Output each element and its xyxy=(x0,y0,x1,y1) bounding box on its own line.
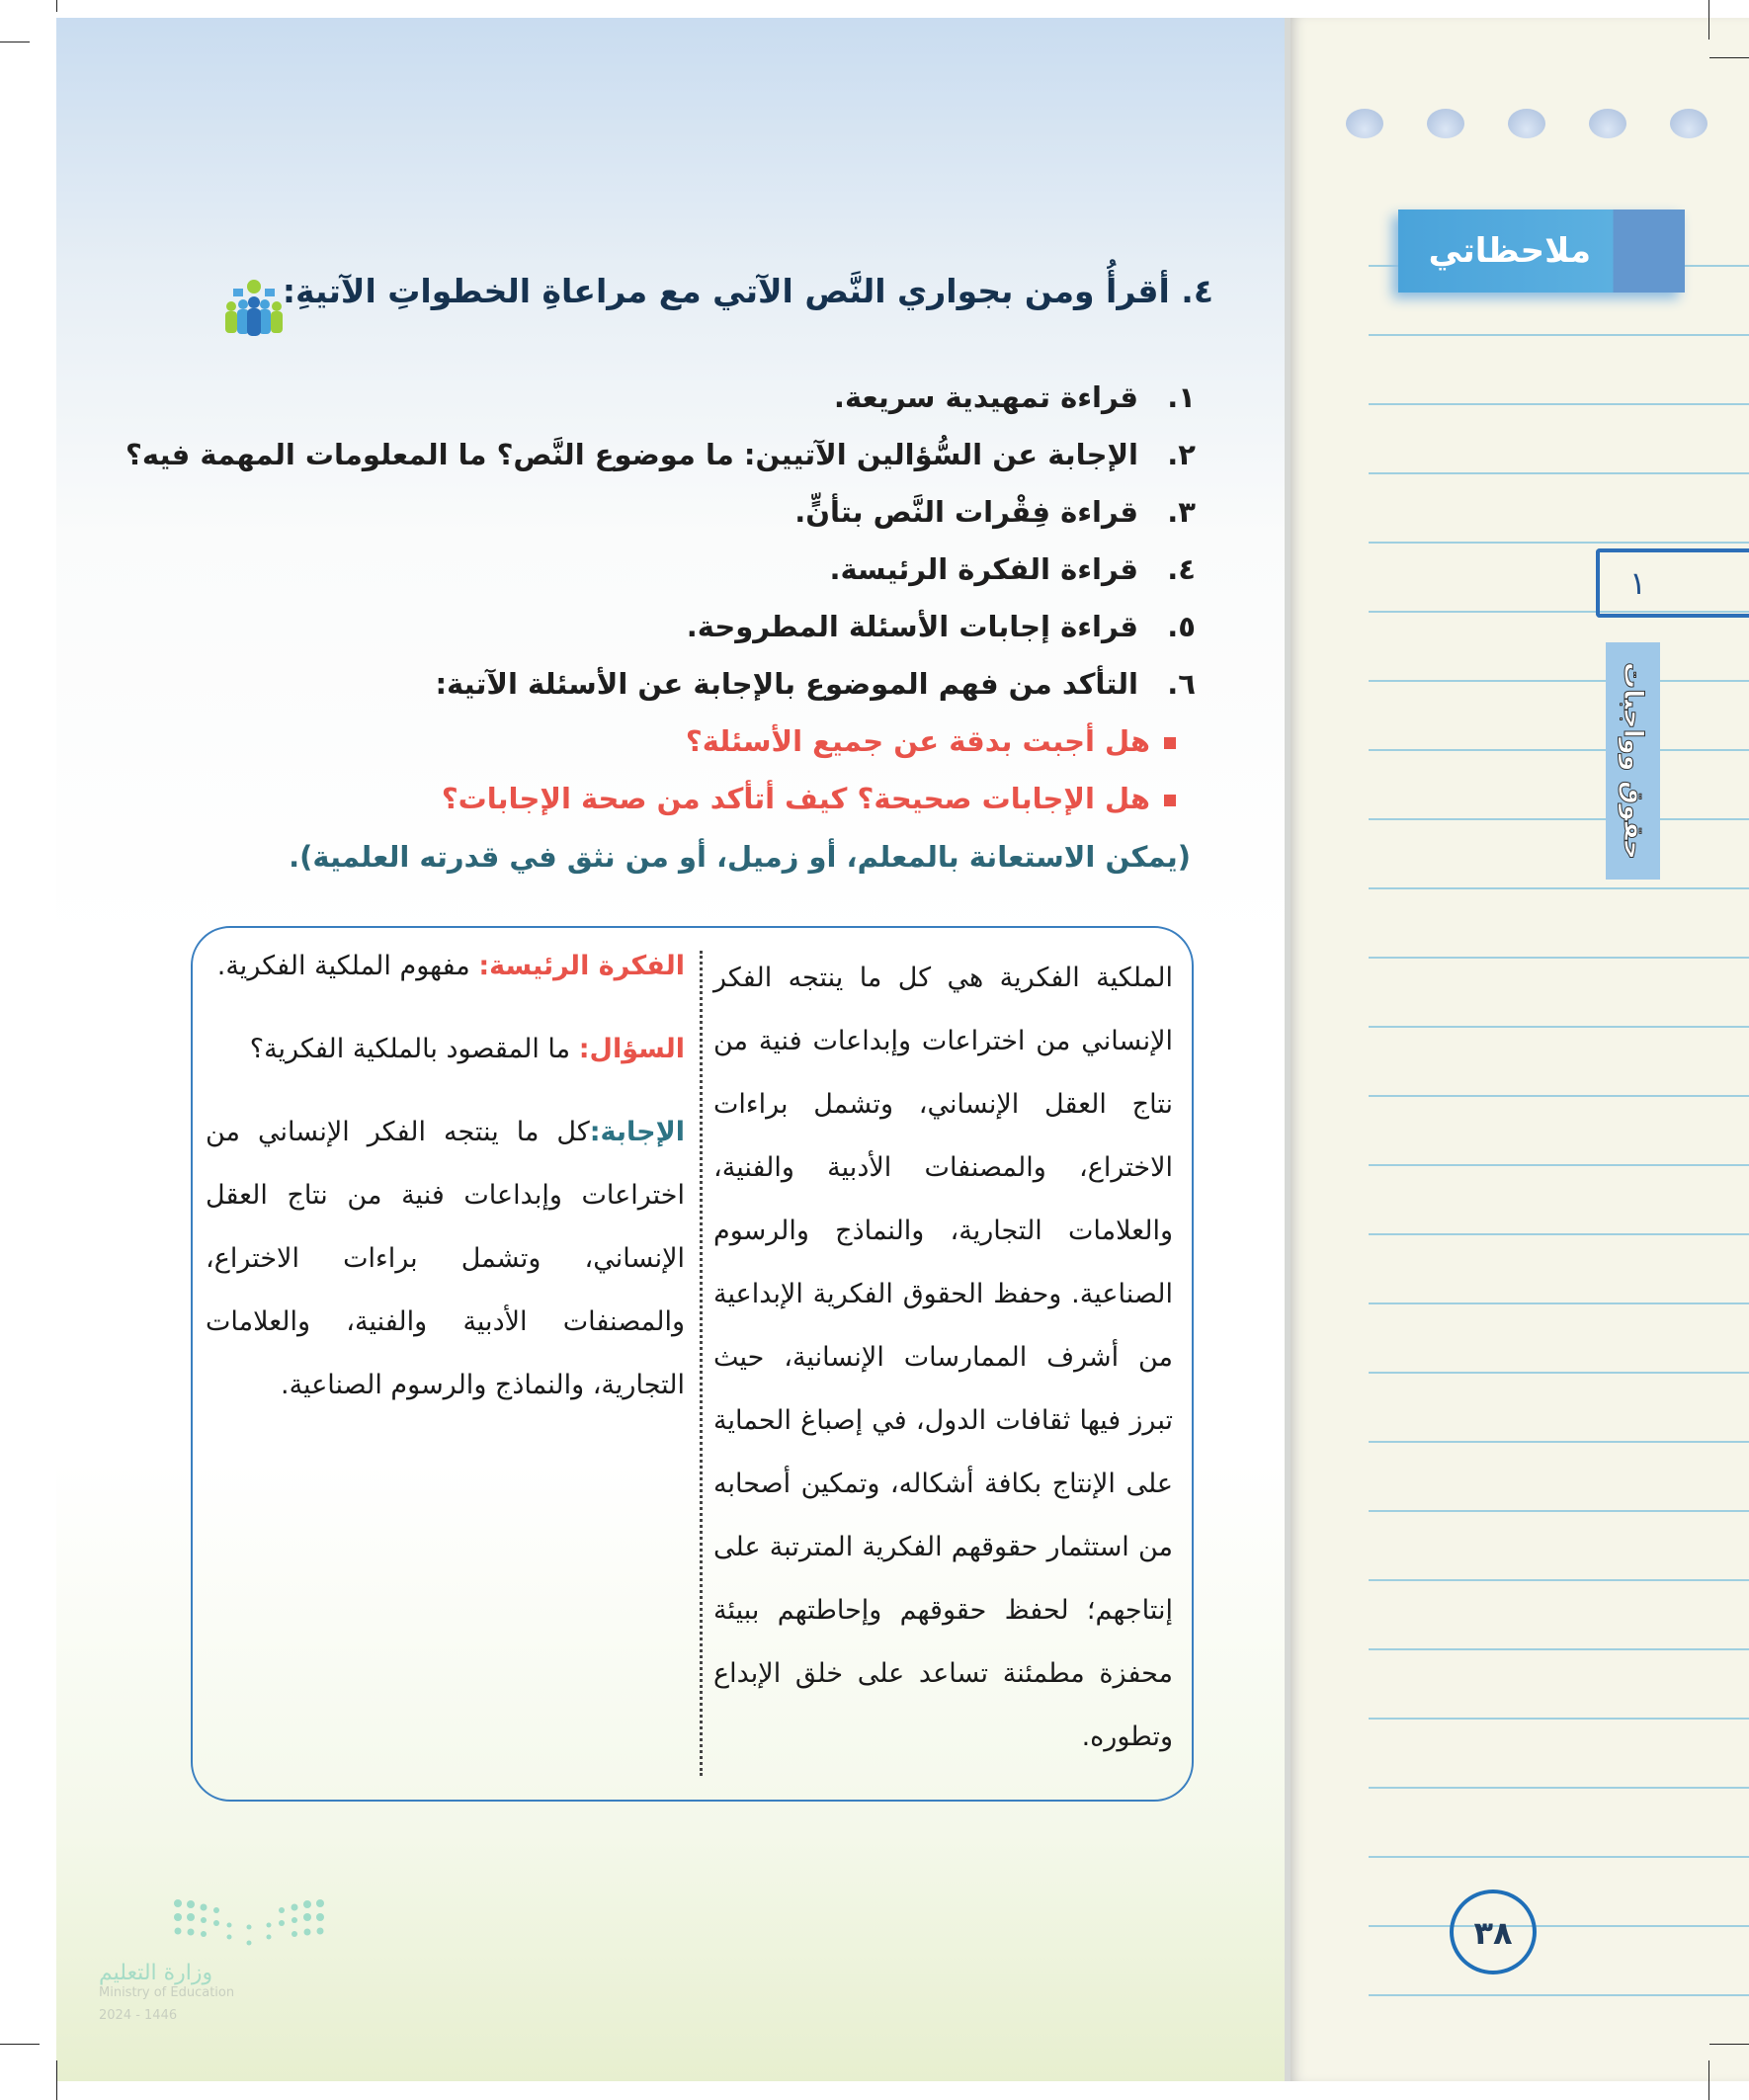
notebook-rule-line xyxy=(1369,1372,1749,1374)
answer-label: الإجابة: xyxy=(589,1117,685,1147)
step-number: ٤. xyxy=(1167,552,1196,586)
notebook-rule-line xyxy=(1369,1718,1749,1720)
notebook-rule-line xyxy=(1369,749,1749,751)
question-text: ما المقصود بالملكية الفكرية؟ xyxy=(249,1034,571,1064)
step-number: ٥. xyxy=(1167,610,1196,643)
notebook-rule-line xyxy=(1369,1994,1749,1996)
answer xyxy=(206,1101,685,1417)
bullet-square-icon xyxy=(1164,737,1176,749)
step-text: قراءة تمهيدية سريعة. xyxy=(833,380,1138,414)
page-number: ٣٨ xyxy=(1450,1890,1537,1974)
ministry-logo xyxy=(99,1897,326,2023)
notebook-rule-line xyxy=(1369,1164,1749,1166)
notebook-rule-line xyxy=(1369,1648,1749,1650)
crop-mark xyxy=(0,2044,40,2045)
notebook-rule-line xyxy=(1369,1441,1749,1443)
step-item xyxy=(794,495,1196,529)
step-item xyxy=(687,610,1196,643)
notebook-rule-line xyxy=(1369,1302,1749,1304)
question-label: السؤال: xyxy=(578,1034,685,1064)
check-question-text: هل الإجابات صحيحة؟ كيف أتأكد من صحة الإجابات؟ xyxy=(441,782,1150,815)
answer-text: كل ما ينتجه الفكر الإنساني من اختراعات وإبداعات فنية من نتاج العقل الإنساني، وتشمل براءات الاختراع، والمصنفات الأدبية والفنية، والعلامات التجارية، والنماذج والرسوم الصناعية. xyxy=(206,1117,685,1400)
binder-hole xyxy=(1589,109,1626,138)
ministry-name-english: Ministry of Education xyxy=(99,1985,235,2000)
step-text: التأكد من فهم الموضوع بالإجابة عن الأسئلة الآتية: xyxy=(435,667,1138,701)
crop-mark xyxy=(1708,0,1709,40)
bullet-square-icon xyxy=(1164,795,1176,806)
crop-mark xyxy=(56,2060,57,2100)
crop-mark xyxy=(1708,2060,1709,2100)
step-text: الإجابة عن السُّؤالين الآتيين: ما موضوع النَّص؟ ما المعلومات المهمة فيه؟ xyxy=(125,438,1138,471)
dotted-divider xyxy=(700,951,703,1776)
binder-hole xyxy=(1670,109,1707,138)
notebook-rule-line xyxy=(1369,1856,1749,1858)
step-number: ٣. xyxy=(1167,495,1196,529)
passage-analysis xyxy=(206,935,685,1417)
check-question-text: هل أجبت بدقة عن جميع الأسئلة؟ xyxy=(685,724,1150,758)
check-question xyxy=(442,782,1176,815)
notebook-rule-line xyxy=(1369,472,1749,474)
notebook-rule-line xyxy=(1369,957,1749,959)
notes-title-tab: ملاحظاتي xyxy=(1398,210,1685,293)
step-number: ١. xyxy=(1167,380,1196,414)
main-idea-text: مفهوم الملكية الفكرية. xyxy=(216,951,470,981)
step-item xyxy=(829,552,1196,586)
question xyxy=(206,1018,685,1081)
notebook-rule-line xyxy=(1369,1579,1749,1581)
step-item xyxy=(435,667,1196,701)
edition-year: 2024 - 1446 xyxy=(99,2008,178,2023)
main-idea xyxy=(206,935,685,998)
step-text: قراءة إجابات الأسئلة المطروحة. xyxy=(686,610,1138,643)
notebook-rule-line xyxy=(1369,1510,1749,1512)
step-text: قراءة فِقْرات النَّص بتأنٍّ. xyxy=(794,495,1138,529)
step-item xyxy=(834,380,1196,414)
step-item xyxy=(125,438,1196,471)
passage-text: الملكية الفكرية هي كل ما ينتجه الفكر الإنساني من اختراعات وإبداعات فنية من نتاج العقل الإنساني، وتشمل براءات الاختراع، والمصنفات الأدبية والفنية، والعلامات التجارية، والنماذج والرسوم الصناعية. وحفظ الحقوق الفكرية الإبداعية من أشرف الممارسات الإنسانية، حيث تبرز فيها ثقافات الدول، في إصباغ الحماية على الإنتاج بكافة أشكاله، وتمكين أصحابه من استثمار حقوقهم الفكرية المترتبة على إنتاجهم؛ لحفظ حقوقهم وإحاطتهم ببيئة محفزة مطمئنة تساعد على خلق الإبداع وتطوره. xyxy=(713,963,1173,1752)
group-discussion-icon xyxy=(219,279,289,336)
exercise-heading: ٤. أقرأُ ومن بجواري النَّص الآتي مع مراعاةِ الخطواتِ الآتيةِ: xyxy=(282,272,1213,310)
step-number: ٢. xyxy=(1167,438,1196,471)
ministry-logo-dots-icon xyxy=(170,1897,328,1947)
notebook-rule-line xyxy=(1369,1925,1749,1927)
step-text: قراءة الفكرة الرئيسة. xyxy=(829,552,1138,586)
unit-title: حقوق وواجبات xyxy=(1618,662,1648,860)
ministry-name-arabic: وزارة التعليم xyxy=(99,1961,213,1985)
notebook-rule-line xyxy=(1369,1095,1749,1097)
notebook-rule-line xyxy=(1369,818,1749,820)
notes-sidebar xyxy=(1285,18,1749,2081)
notebook-rule-line xyxy=(1369,1233,1749,1235)
binder-hole xyxy=(1346,109,1383,138)
notebook-rule-line xyxy=(1369,403,1749,405)
check-question xyxy=(686,724,1176,758)
binder-hole xyxy=(1508,109,1545,138)
main-idea-label: الفكرة الرئيسة: xyxy=(478,951,685,981)
unit-title-ribbon xyxy=(1606,642,1660,880)
step-number: ٦. xyxy=(1167,667,1196,701)
notebook-rule-line xyxy=(1369,680,1749,682)
notebook-rule-line xyxy=(1369,334,1749,336)
help-note: (يمكن الاستعانة بالمعلم، أو زميل، أو من نثق في قدرته العلمية). xyxy=(289,840,1191,874)
notebook-rule-line xyxy=(1369,542,1749,544)
unit-number-box: ١ xyxy=(1596,548,1749,618)
notebook-rule-line xyxy=(1369,1026,1749,1028)
crop-mark xyxy=(1709,57,1749,58)
crop-mark xyxy=(56,0,57,12)
notebook-rule-line xyxy=(1369,887,1749,889)
notebook-rule-line xyxy=(1369,1787,1749,1789)
binder-hole xyxy=(1427,109,1464,138)
crop-mark xyxy=(1709,2044,1749,2045)
